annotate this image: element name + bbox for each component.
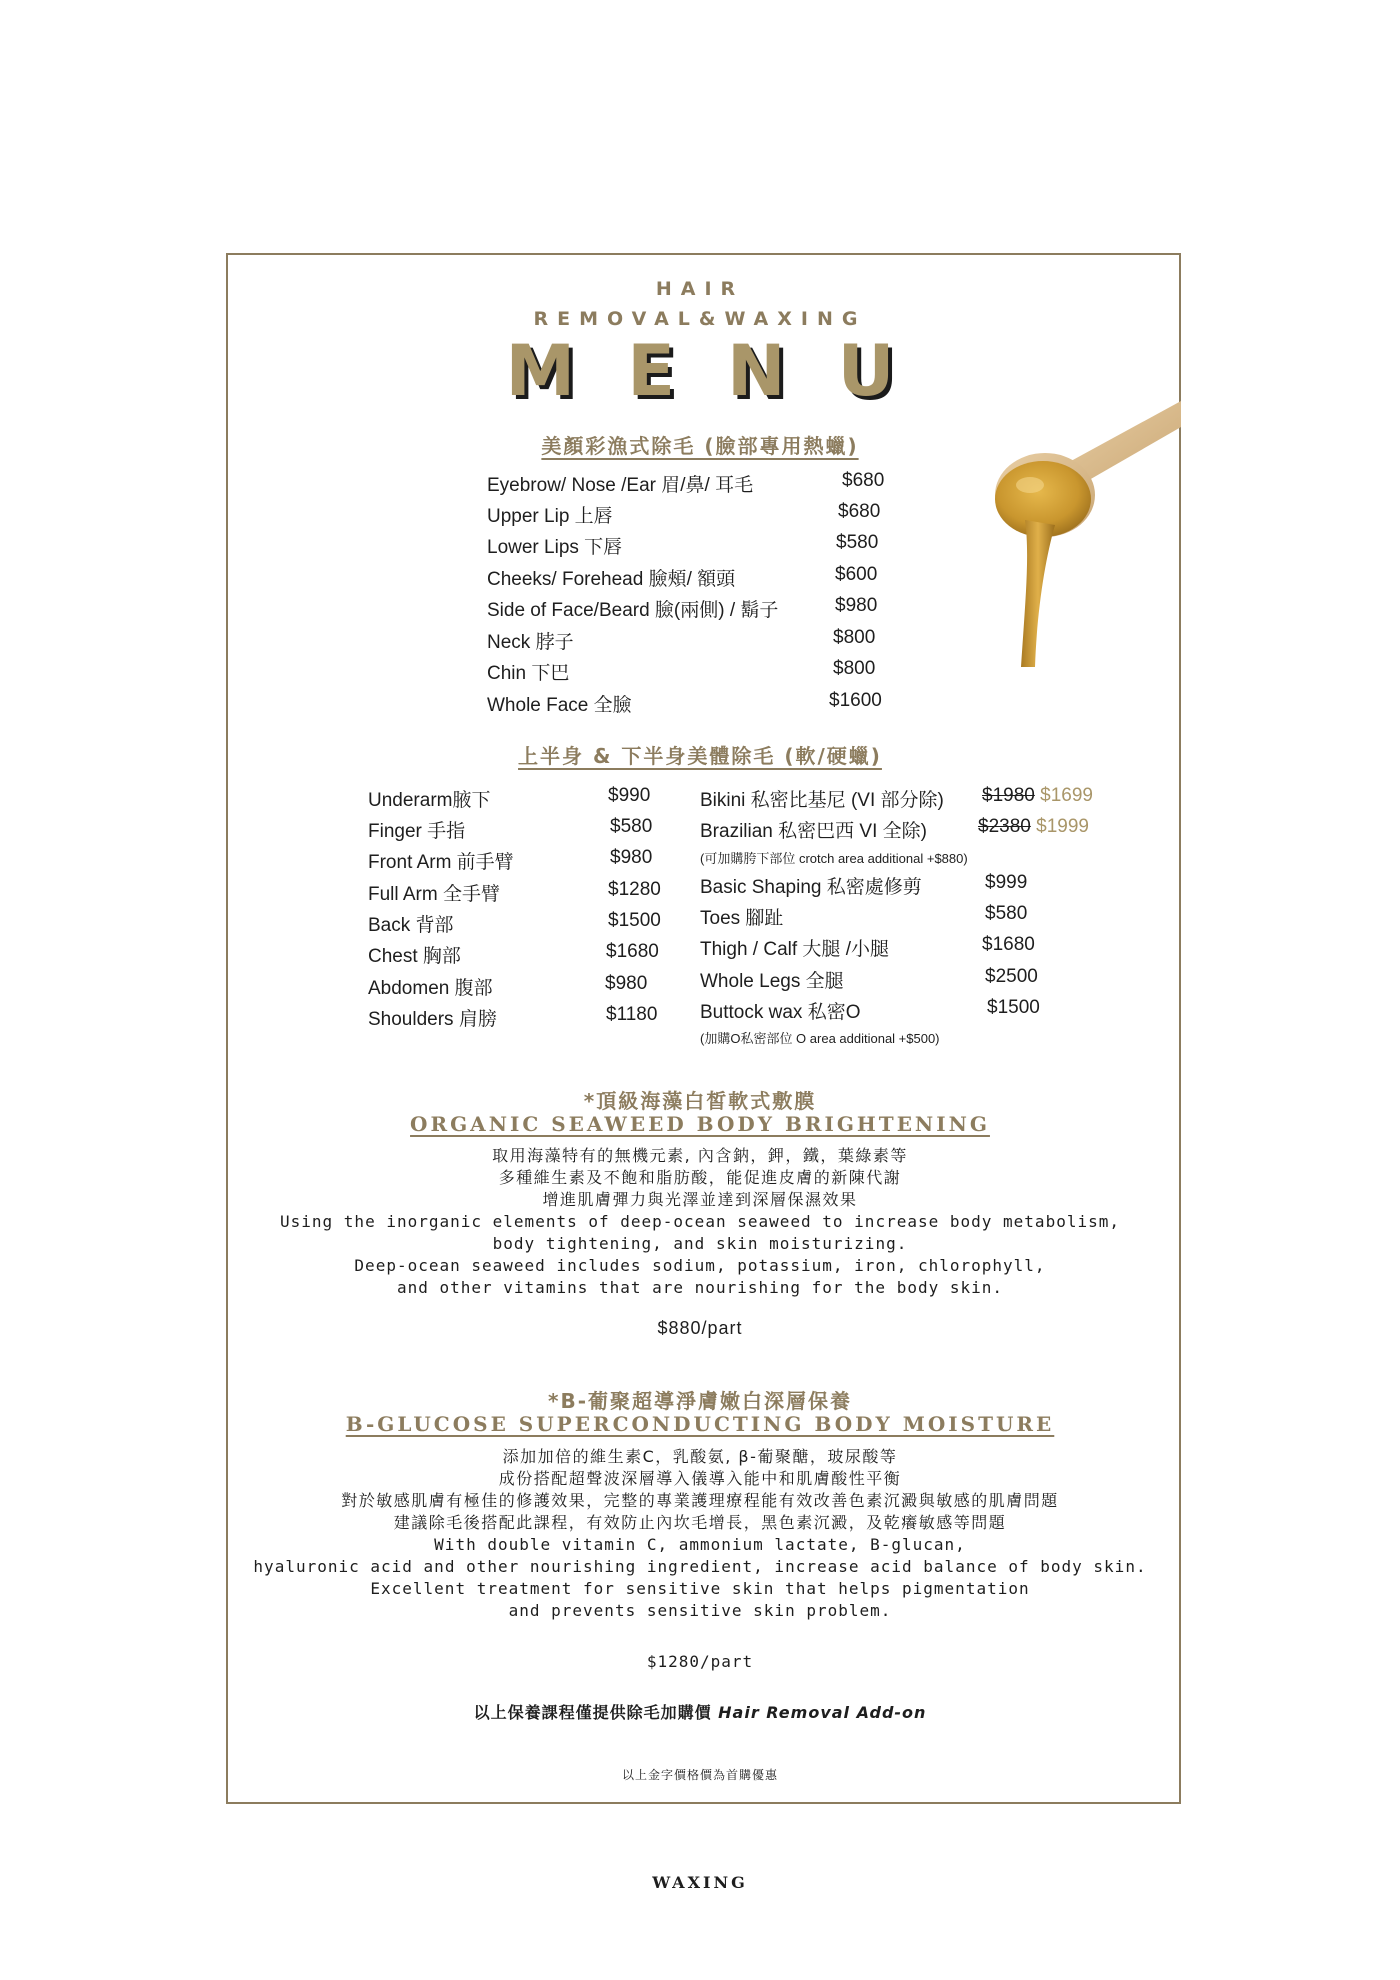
seaweed-desc-en: Deep-ocean seaweed includes sodium, potassium, iron, chlorophyll,	[354, 1256, 1046, 1275]
face-item-price: $800	[833, 627, 876, 648]
body-item-price: $980	[610, 847, 653, 868]
body-item-label: Shoulders 肩膀	[368, 1009, 497, 1030]
glucose-desc-en: With double vitamin C, ammonium lactate, B-glucan,	[434, 1535, 966, 1554]
face-section-title: 美顏彩漁式除毛 (臉部專用熱蠟)	[541, 434, 859, 458]
seaweed-desc-en: and other vitamins that are nourishing for the body skin.	[396, 1278, 1004, 1297]
addon-note	[0, 1700, 1400, 1723]
basic-shaping-price: $999	[985, 872, 1028, 893]
seaweed-desc-zh: 多種維生素及不飽和脂肪酸，能促進皮膚的新陳代謝	[498, 1168, 902, 1187]
glucose-desc-en: hyaluronic acid and other nourishing ingredient, increase acid balance of body skin.	[253, 1557, 1147, 1576]
body-item-price: $1180	[606, 1004, 658, 1025]
face-item-label: Whole Face 全臉	[487, 695, 632, 716]
body-section-title: 上半身 & 下半身美體除毛 (軟/硬蠟)	[518, 744, 882, 768]
face-item-label: Upper Lip 上唇	[487, 506, 613, 527]
glucose-desc-en: and prevents sensitive skin problem.	[508, 1601, 892, 1620]
body-item-label: Finger 手指	[368, 821, 466, 842]
footer-waxing: WAXING	[652, 1873, 748, 1892]
face-item-label: Chin 下巴	[487, 663, 570, 684]
glucose-desc-zh: 對於敏感肌膚有極佳的修護效果，完整的專業護理療程能有效改善色素沉澱與敏感的肌膚問題	[341, 1491, 1059, 1510]
glucose-price: $1280/part	[646, 1652, 754, 1671]
o-area-note: (加購O私密部位 O area additional +$500)	[700, 1031, 940, 1046]
face-item-price: $980	[835, 595, 878, 616]
glucose-title-zh: *B-葡聚超導淨膚嫩白深層保養	[547, 1389, 852, 1413]
body-item-price: $980	[605, 973, 648, 994]
seaweed-title-en: ORGANIC SEAWEED BODY BRIGHTENING	[410, 1112, 990, 1136]
glucose-desc-en: Excellent treatment for sensitive skin that helps pigmentation	[370, 1579, 1030, 1598]
seaweed-desc-en: body tightening, and skin moisturizing.	[492, 1234, 908, 1253]
thigh-calf-label: Thigh / Calf 大腿 /小腿	[700, 939, 889, 960]
gold-price-note: 以上金字價格價為首購優惠	[621, 1768, 778, 1782]
body-item-price: $1680	[606, 941, 659, 962]
glucose-title-en: B-GLUCOSE SUPERCONDUCTING BODY MOISTURE	[345, 1412, 1055, 1436]
seaweed-desc-en: Using the inorganic elements of deep-ocean seaweed to increase body metabolism,	[280, 1212, 1120, 1231]
toes-label: Toes 腳趾	[700, 908, 784, 929]
body-item-label: Underarm腋下	[368, 790, 491, 811]
body-item-label: Front Arm 前手臂	[368, 852, 514, 873]
body-item-label: Full Arm 全手臂	[368, 884, 500, 905]
basic-shaping-label: Basic Shaping 私密處修剪	[700, 877, 922, 898]
seaweed-desc-zh: 增進肌膚彈力與光澤並達到深層保濕效果	[542, 1190, 858, 1209]
glucose-desc-zh: 建議除毛後搭配此課程，有效防止內坎毛增長，黑色素沉澱，及乾癢敏感等問題	[393, 1513, 1007, 1532]
addon-note-zh: 以上保養課程僅提供除毛加購價	[473, 1703, 719, 1722]
seaweed-price: $880/part	[657, 1318, 743, 1338]
buttock-wax-label: Buttock wax 私密O	[700, 1002, 861, 1023]
face-item-price: $680	[838, 501, 881, 522]
face-item-price: $1600	[829, 690, 882, 711]
body-item-price: $1500	[608, 910, 661, 931]
whole-legs-label: Whole Legs 全腿	[700, 971, 844, 992]
bikini-label: Bikini 私密比基尼 (VI 部分除)	[700, 790, 944, 811]
face-item-price: $680	[842, 470, 885, 491]
glucose-desc-zh: 添加加倍的維生素C，乳酸氨, β-葡聚醣，玻尿酸等	[502, 1447, 898, 1466]
brazilian-label: Brazilian 私密巴西 VI 全除)	[700, 821, 927, 842]
thigh-calf-price: $1680	[982, 934, 1035, 955]
buttock-wax-price: $1500	[987, 997, 1040, 1018]
face-item-label: Side of Face/Beard 臉(兩側) / 鬍子	[487, 600, 779, 621]
glucose-desc-zh: 成份搭配超聲波深層導入儀導入能中和肌膚酸性平衡	[498, 1469, 902, 1488]
body-item-label: Abdomen 腹部	[368, 978, 493, 999]
header-removal-waxing: REMOVAL&WAXING	[533, 308, 867, 330]
face-item-label: Cheeks/ Forehead 臉頰/ 額頭	[487, 569, 736, 590]
whole-legs-price: $2500	[985, 966, 1038, 987]
toes-price: $580	[985, 903, 1028, 924]
face-item-label: Neck 脖子	[487, 632, 574, 653]
brazilian-old-price: $2380	[978, 816, 1031, 837]
seaweed-title-zh: *頂級海藻白皙軟式敷膜	[583, 1089, 817, 1113]
face-item-price: $580	[836, 532, 879, 553]
bikini-old-price: $1980	[982, 785, 1035, 806]
body-item-price: $1280	[608, 879, 661, 900]
brazilian-promo-price: $1999	[1036, 816, 1089, 837]
menu-title: MENU	[505, 330, 947, 412]
face-item-label: Eyebrow/ Nose /Ear 眉/鼻/ 耳毛	[487, 475, 754, 496]
addon-note-en: Hair Removal Add-on	[718, 1703, 927, 1722]
face-item-price: $800	[833, 658, 876, 679]
body-item-price: $990	[608, 785, 651, 806]
crotch-note: (可加購胯下部位 crotch area additional +$880)	[700, 851, 968, 866]
face-item-price: $600	[835, 564, 878, 585]
seaweed-desc-zh: 取用海藻特有的無機元素, 內含鈉，鉀，鐵，葉綠素等	[492, 1146, 908, 1165]
body-item-price: $580	[610, 816, 653, 837]
body-item-label: Chest 胸部	[368, 946, 461, 967]
face-item-label: Lower Lips 下唇	[487, 537, 623, 558]
body-item-label: Back 背部	[368, 915, 454, 936]
header-hair: HAIR	[655, 278, 745, 300]
bikini-promo-price: $1699	[1040, 785, 1093, 806]
